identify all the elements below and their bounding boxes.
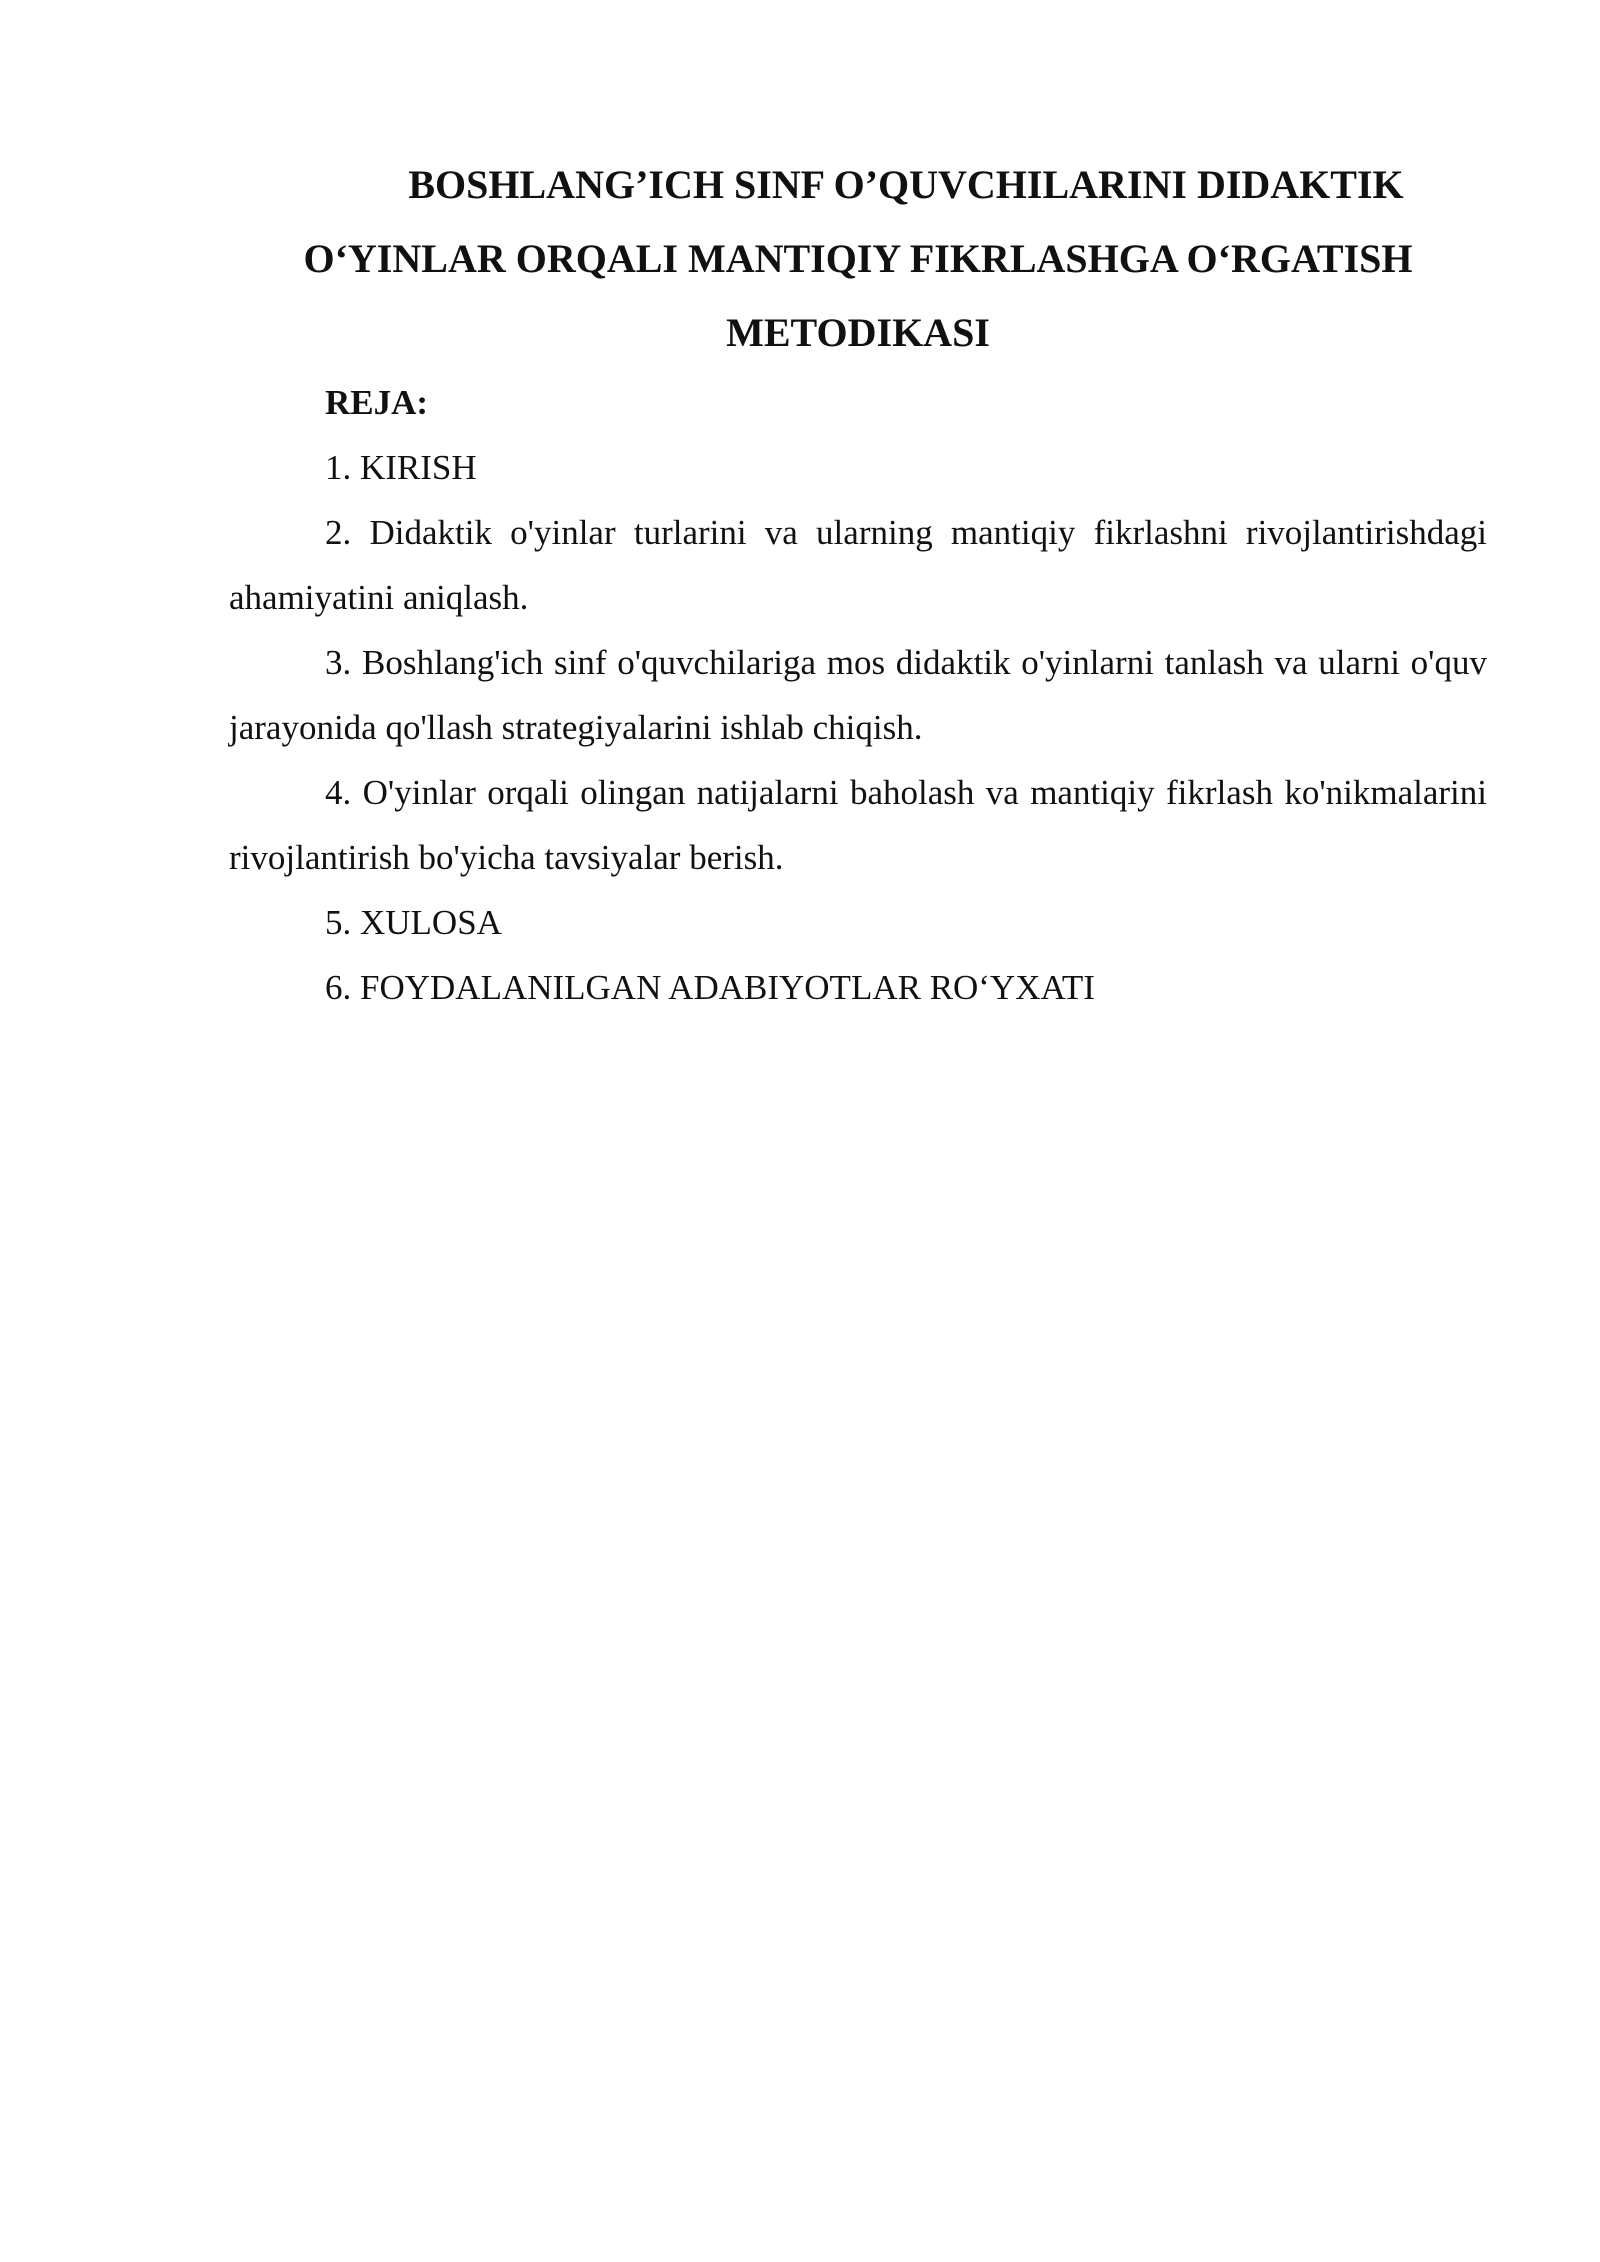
plan-item-5: 5. XULOSA [325, 903, 502, 942]
plan-item-6: 6. FOYDALANILGAN ADABIYOTLAR RO‘YXATI [325, 968, 1095, 1007]
plan-item-4: 4. O'yinlar orqali olingan natijalarni baholash va mantiqiy fikrlash ko'nikmalarini rivojlantirish bo'yicha tavsiyalar berish. [229, 773, 1487, 877]
document-body [229, 148, 1487, 1020]
plan-item-1: 1. KIRISH [325, 448, 477, 487]
document-title: BOSHLANG’ICH SINF O’QUVCHILARINI DIDAKTIK O‘YINLAR ORQALI MANTIQIY FIKRLASHGA O‘RGATISH METODIKASI [303, 162, 1413, 355]
plan-heading: REJA: [325, 383, 429, 422]
plan-item-2: 2. Didaktik o'yinlar turlarini va ularning mantiqiy fikrlashni rivojlantirishdagi ahamiyatini aniqlash. [229, 513, 1487, 617]
plan-item-3: 3. Boshlang'ich sinf o'quvchilariga mos didaktik o'yinlarni tanlash va ularni o'quv jarayonida qo'llash strategiyalarini ishlab chiqish. [229, 643, 1487, 747]
